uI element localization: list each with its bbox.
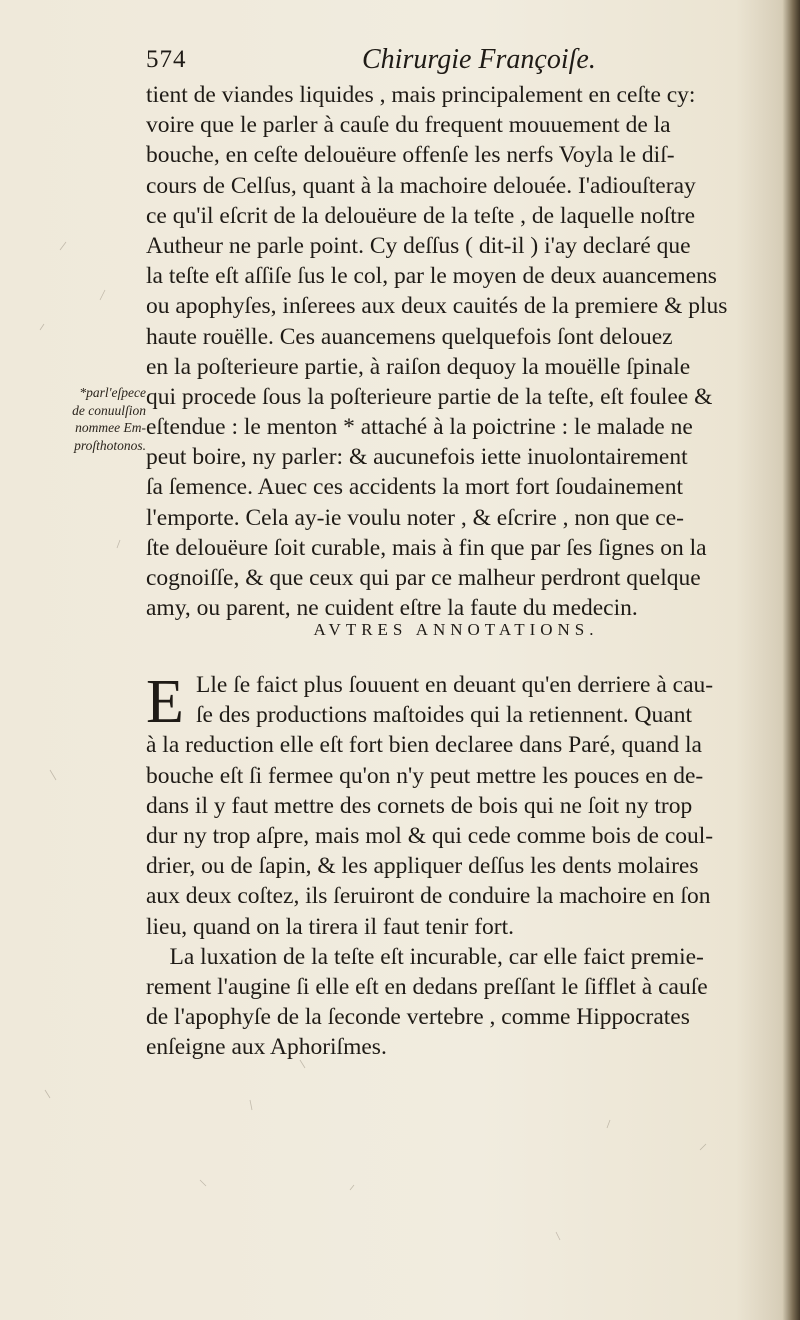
text-line: ſa ſemence. Auec ces accidents la mort fort ſoudainement	[146, 474, 684, 501]
section-text-block	[146, 670, 766, 1062]
text-line: lieu, quand on la tirera il faut tenir fort.	[146, 913, 515, 940]
text-line: La luxation de la teſte eſt incurable, car elle faict premie-	[146, 943, 704, 970]
text-line: la teſte eſt aſſiſe ſus le col, par le moyen de deux auancemens	[146, 263, 717, 290]
text-line: Lle ſe faict plus ſouuent en deuant qu'en derriere à cau-	[196, 672, 714, 698]
section-heading: AVTRES ANNOTATIONS.	[313, 620, 599, 639]
text-line: eſtendue : le menton * attaché à la poictrine : le malade ne	[146, 414, 693, 441]
text-line: dur ny trop aſpre, mais mol & qui cede comme bois de coul-	[146, 822, 714, 849]
text-line: qui procede ſous la poſterieure partie de la teſte, eſt foulee &	[146, 383, 713, 410]
text-line: ſe des productions maſtoides qui la retiennent. Quant	[196, 702, 692, 729]
text-line: amy, ou parent, ne cuident eſtre la faute du medecin.	[146, 595, 638, 622]
text-line: bouche eſt ſi fermee qu'on n'y peut mettre les pouces en de-	[146, 762, 704, 789]
text-line: voire que le parler à cauſe du frequent mouuement de la	[146, 112, 671, 139]
margin-note-line: proſthotonos.	[74, 437, 146, 453]
text-line: peut boire, ny parler: & aucunefois iette inuolontairement	[146, 444, 688, 471]
text-line: de l'apophyſe de la ſeconde vertebre , comme Hippocrates	[146, 1004, 690, 1031]
text-line: enſeigne aux Aphoriſmes.	[146, 1034, 387, 1061]
margin-note	[36, 384, 146, 454]
page-header	[146, 46, 766, 82]
margin-note-line: de conuulſion	[72, 402, 146, 418]
text-line: ſte delouëure ſoit curable, mais à fin que par ſes ſignes on la	[146, 534, 707, 561]
text-line: Autheur ne parle point. Cy deſſus ( dit-il ) i'ay declaré que	[146, 232, 691, 259]
margin-note-line: *parl'eſpece	[79, 385, 146, 400]
text-line: aux deux coſtez, ils ſeruiront de conduire la machoire en ſon	[146, 883, 711, 910]
main-text-block	[146, 80, 766, 623]
text-line: ou apophyſes, inſerees aux deux cauités de la premiere & plus	[146, 293, 728, 320]
text-line: dans il y faut mettre des cornets de bois qui ne ſoit ny trop	[146, 792, 693, 819]
text-line: en la poſterieure partie, à raiſon dequoy la mouëlle ſpinale	[146, 353, 691, 380]
text-line: drier, ou de ſapin, & les appliquer deſſus les dents molaires	[146, 853, 699, 880]
text-line: haute rouëlle. Ces auancemens quelquefois ſont delouez	[146, 323, 673, 350]
text-line: cognoiſſe, & que ceux qui par ce malheur perdront quelque	[146, 565, 701, 591]
text-line: rement l'augine ſi elle eſt en dedans preſſant le ſifflet à cauſe	[146, 973, 708, 1000]
text-line: cours de Celſus, quant à la machoire delouée. I'adiouſteray	[146, 172, 696, 199]
page-number: 574	[146, 46, 187, 73]
running-title: Chirurgie Françoiſe.	[362, 44, 596, 75]
text-line: à la reduction elle eſt fort bien declaree dans Paré, quand la	[146, 732, 702, 759]
margin-note-line: nommee Em-	[75, 420, 146, 435]
text-line: l'emporte. Cela ay-ie voulu noter , & eſcrire , non que ce-	[146, 504, 684, 531]
page-gutter-edge	[782, 0, 800, 1320]
text-line: bouche, en ceſte delouëure offenſe les nerfs Voyla le diſ-	[146, 142, 675, 169]
text-line: ce qu'il eſcrit de la delouëure de la teſte , de laquelle noſtre	[146, 202, 696, 229]
text-line: tient de viandes liquides , mais principalement en ceſte cy:	[146, 82, 696, 108]
drop-cap: E	[146, 668, 184, 736]
